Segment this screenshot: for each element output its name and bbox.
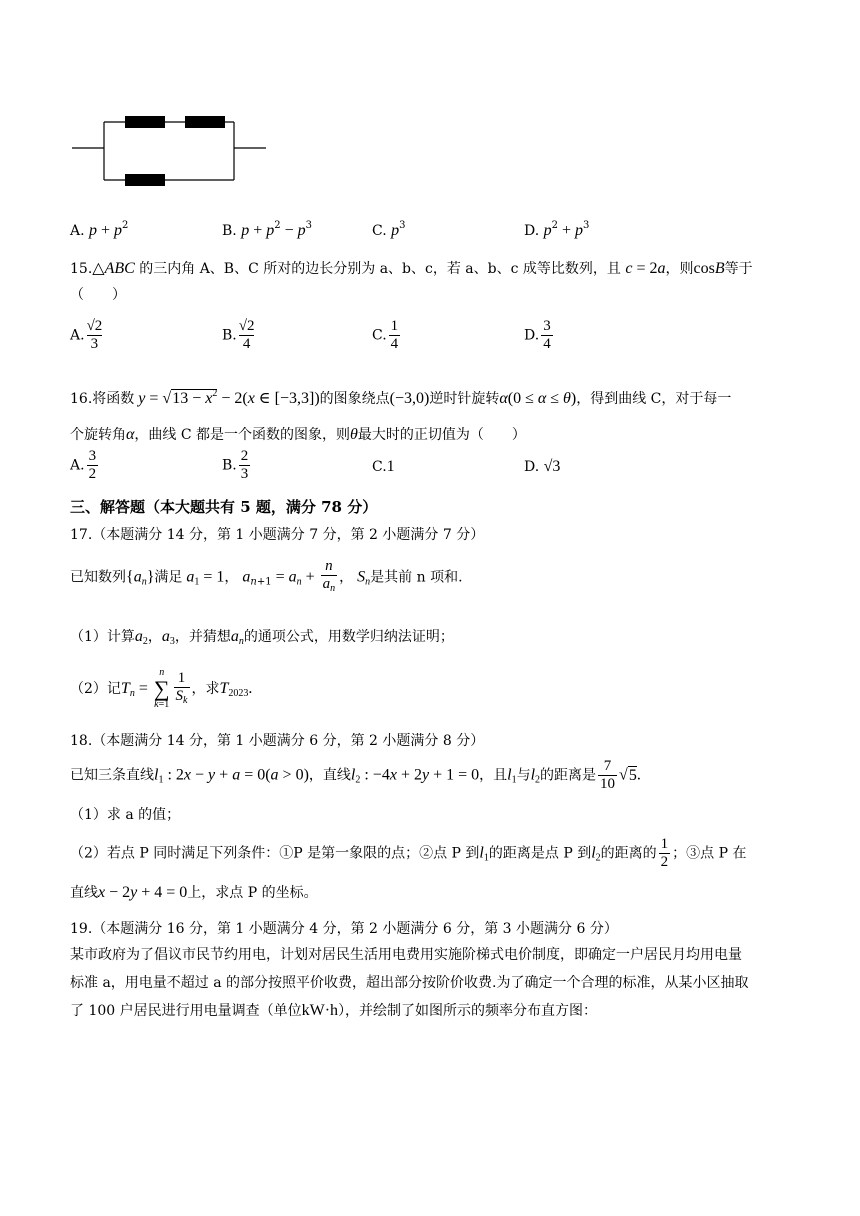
q15-paren: （ ） xyxy=(70,287,126,303)
q19-header: 19.（本题满分 16 分，第 1 小题满分 4 分，第 2 小题满分 6 分，第 3 小题满分 6 分） xyxy=(70,921,618,937)
q18-header: 18.（本题满分 14 分，第 1 小题满分 6 分，第 2 小题满分 8 分） xyxy=(70,733,485,749)
q16-option-d: D. √3 xyxy=(524,458,561,475)
q14-option-d: D. $p^2 + p^3$ xyxy=(524,220,590,239)
q19-line2: 标准 a，用电量不超过 a 的部分按照平价收费，超出部分按阶价收费.为了确定一个合理的标准，从某小区抽取 xyxy=(70,975,749,991)
q18-part2-cont: 直线x − 2y + 4 = 0上，求点 P 的坐标。 xyxy=(70,884,318,901)
q18-part2: （2）若点 P 同时满足下列条件：①P 是第一象限的点；②点 P 到$l_1$的距离是点 P 到$l_2$的距离的 $\frac{1}{2}$ ；③点 P 在 xyxy=(70,836,747,870)
q16-option-c: C.1 xyxy=(372,458,395,475)
q19-line1: 某市政府为了倡议市民节约用电，计划对居民生活用电费用实施阶梯式电价制度，即确定一户居民月均用电量 xyxy=(70,947,742,963)
resistor-bottom xyxy=(125,174,165,186)
q16-option-b: B. $\frac{2}{3}$ xyxy=(222,448,249,482)
q18-line1: 已知三条直线$l_1$ : 2x − y + a = 0(a > 0)，直线$l_2$ : −4x + 2y + 1 = 0，且$l_1$与$l_2$的距离是 $\frac{7}{10}$ √5. xyxy=(70,758,641,792)
q15-option-b: B. $\frac{√2}{4}$ xyxy=(222,318,255,352)
q15-option-d: D. $\frac{3}{4}$ xyxy=(524,318,551,352)
q17-part1: （1）计算$a_2$，$a_3$，并猜想$a_n$的通项公式，用数学归纳法证明； xyxy=(70,628,454,647)
q17-part2: （2）记$T_n$ = n ∑ k=1 $\frac{1}{S_k}$ ，求$T_{2023}$. xyxy=(70,667,253,710)
q19-line3: 了 100 户居民进行用电量调查（单位kW·h），并绘制了如图所示的频率分布直方图： xyxy=(70,1002,598,1019)
resistor-top-right xyxy=(185,116,225,128)
q14-option-b: B. $p + p^2 - p^3$ xyxy=(222,220,313,239)
circuit-diagram xyxy=(70,108,270,190)
q15-stem: 15.△ABC 的三内角 A、B、C 所对的边长分别为 a、b、c，若 a、b、c 成等比数列，且 c = 2a，则cosB等于 xyxy=(70,260,753,277)
q16-line2: 个旋转角α，曲线 C 都是一个函数的图象，则θ最大时的正切值为（ ） xyxy=(70,426,526,443)
q15-option-a: A. $\frac{√2}{3}$ xyxy=(70,318,103,352)
q17-header: 17.（本题满分 14 分，第 1 小题满分 7 分，第 2 小题满分 7 分） xyxy=(70,527,485,543)
q16-line1: 16.将函数 $y = √13 - x^2 - 2(x$ ∈ [−3,3])的图象绕点(−3,0)逆时针旋转α(0 ≤ α ≤ θ)，得到曲线 C，对于每一 xyxy=(70,388,732,407)
section-heading: 三、解答题（本大题共有 5 题，满分 78 分） xyxy=(70,498,378,516)
resistor-top-left xyxy=(125,116,165,128)
q16-option-a: A. $\frac{3}{2}$ xyxy=(70,448,97,482)
q14-option-a: A. $p + p^2$ xyxy=(70,220,129,239)
q14-option-c: C. $p^3$ xyxy=(372,220,406,239)
q18-part1: （1）求 a 的值； xyxy=(70,807,181,823)
q15-option-c: C. $\frac{1}{4}$ xyxy=(372,318,399,352)
q17-line1: 已知数列$\{a_n\}$满足 $a_1 = 1$， $a_{n+1} = a_n$ + $\frac{n}{a_n}$ ， $S_n$是其前 n 项和. xyxy=(70,558,463,597)
